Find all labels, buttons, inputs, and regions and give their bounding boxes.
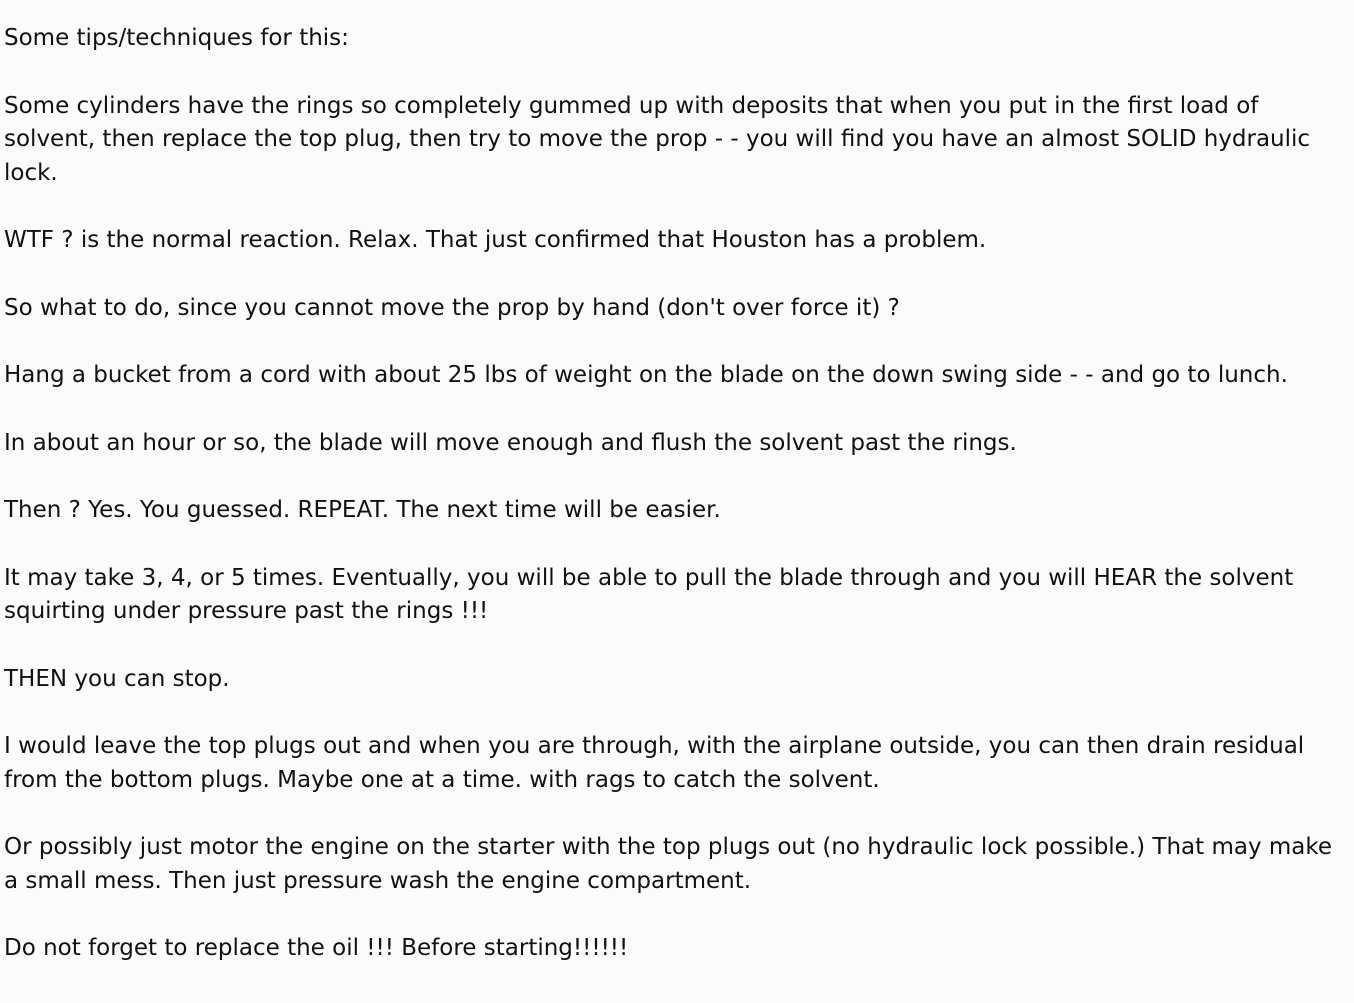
paragraph-what-to-do: So what to do, since you cannot move the prop by hand (don't over force it) ?: [4, 294, 900, 321]
paragraph-motor-engine: Or possibly just motor the engine on the starter with the top plugs out (no hydraulic lock possible.) That may make a small mess. Then just pressure wash the engine compartment.: [4, 834, 1333, 894]
paragraph-multiple-times: It may take 3, 4, or 5 times. Eventually, you will be able to pull the blade through and you will HEAR the solvent squirting under pressure past the rings !!!: [4, 564, 1294, 624]
paragraph-stop: THEN you can stop.: [4, 665, 230, 692]
paragraph-replace-oil: Do not forget to replace the oil !!! Before starting!!!!!!: [4, 935, 629, 961]
paragraph-hang-bucket: Hang a bucket from a cord with about 25 lbs of weight on the blade on the down swing side - - and go to lunch.: [4, 362, 1288, 388]
post-body: [4, 22, 1350, 966]
paragraph-drain-residual: I would leave the top plugs out and when you are through, with the airplane outside, you can then drain residual from the bottom plugs. Maybe one at a time. with rags to catch the solvent.: [4, 733, 1305, 793]
paragraph-wait-hour: In about an hour or so, the blade will move enough and flush the solvent past the rings.: [4, 429, 1017, 456]
paragraph-hydraulic-lock: Some cylinders have the rings so completely gummed up with deposits that when you put in the first load of solvent, then replace the top plug, then try to move the prop - - you will find you have an almost SOLID hydraulic lock.: [4, 92, 1311, 186]
paragraph-repeat: Then ? Yes. You guessed. REPEAT. The next time will be easier.: [4, 497, 721, 523]
paragraph-intro: Some tips/techniques for this:: [4, 25, 349, 51]
paragraph-reaction: WTF ? is the normal reaction. Relax. That just confirmed that Houston has a problem.: [4, 227, 987, 253]
